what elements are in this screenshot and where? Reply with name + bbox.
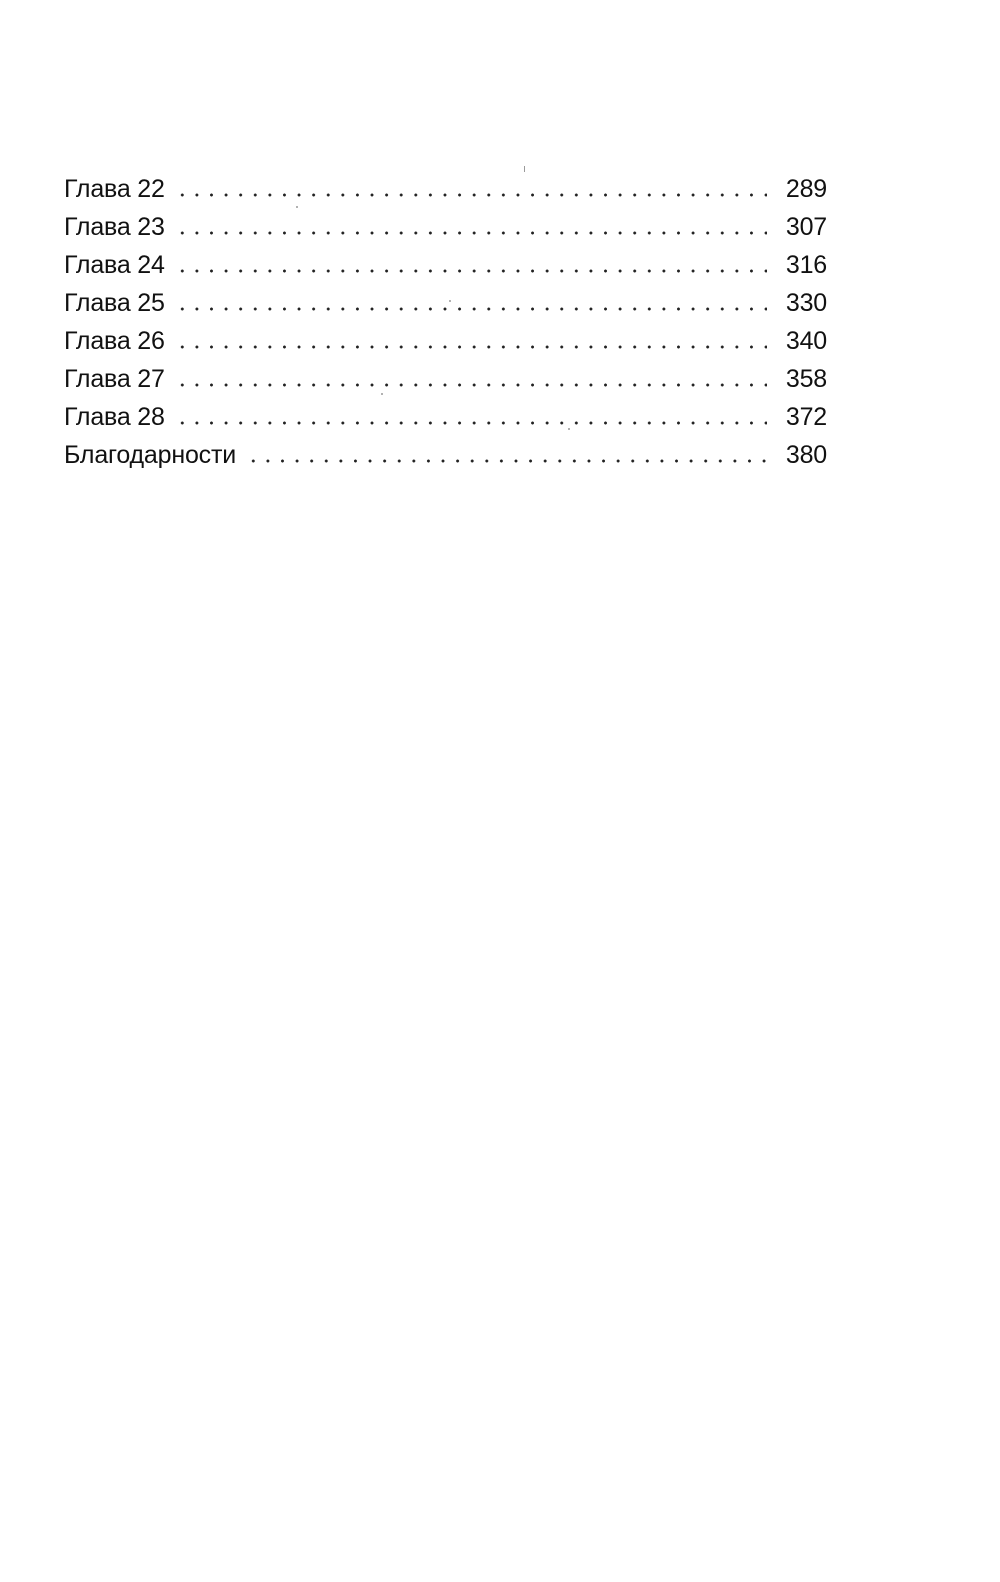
toc-entry-page-number: 340 — [785, 327, 827, 355]
scan-speck — [449, 300, 451, 302]
dot-leader — [175, 307, 767, 311]
scan-speck — [381, 393, 383, 395]
toc-entry-title: Глава 26 — [64, 327, 165, 355]
toc-entry-page-number: 358 — [785, 365, 827, 393]
toc-entry-title: Глава 23 — [64, 213, 165, 241]
toc-entry-page-number: 330 — [785, 289, 827, 317]
toc-entry-title: Глава 25 — [64, 289, 165, 317]
toc-entry — [64, 246, 827, 284]
scan-speck — [296, 206, 298, 208]
dot-leader — [175, 345, 767, 349]
toc-entry — [64, 322, 827, 360]
dot-leader — [175, 193, 767, 197]
toc-entry-page-number: 380 — [785, 441, 827, 469]
scan-speck — [568, 428, 570, 430]
dot-leader — [175, 269, 767, 273]
toc-entry — [64, 284, 827, 322]
toc-entry — [64, 208, 827, 246]
toc-entry-title: Глава 28 — [64, 403, 165, 431]
dot-leader — [175, 421, 767, 425]
toc-entry — [64, 436, 827, 474]
toc-entry-page-number: 316 — [785, 251, 827, 279]
toc-entry-title: Благодарности — [64, 441, 236, 469]
dot-leader — [175, 383, 767, 387]
table-of-contents — [64, 170, 827, 474]
dot-leader — [246, 459, 767, 463]
toc-entry-page-number: 307 — [785, 213, 827, 241]
dot-leader — [175, 231, 767, 235]
toc-entry-page-number: 372 — [785, 403, 827, 431]
toc-entry-title: Глава 24 — [64, 251, 165, 279]
toc-entry — [64, 360, 827, 398]
toc-entry-page-number: 289 — [785, 175, 827, 203]
toc-entry — [64, 398, 827, 436]
toc-entry — [64, 170, 827, 208]
scan-speck — [524, 166, 525, 172]
toc-entry-title: Глава 27 — [64, 365, 165, 393]
toc-entry-title: Глава 22 — [64, 175, 165, 203]
